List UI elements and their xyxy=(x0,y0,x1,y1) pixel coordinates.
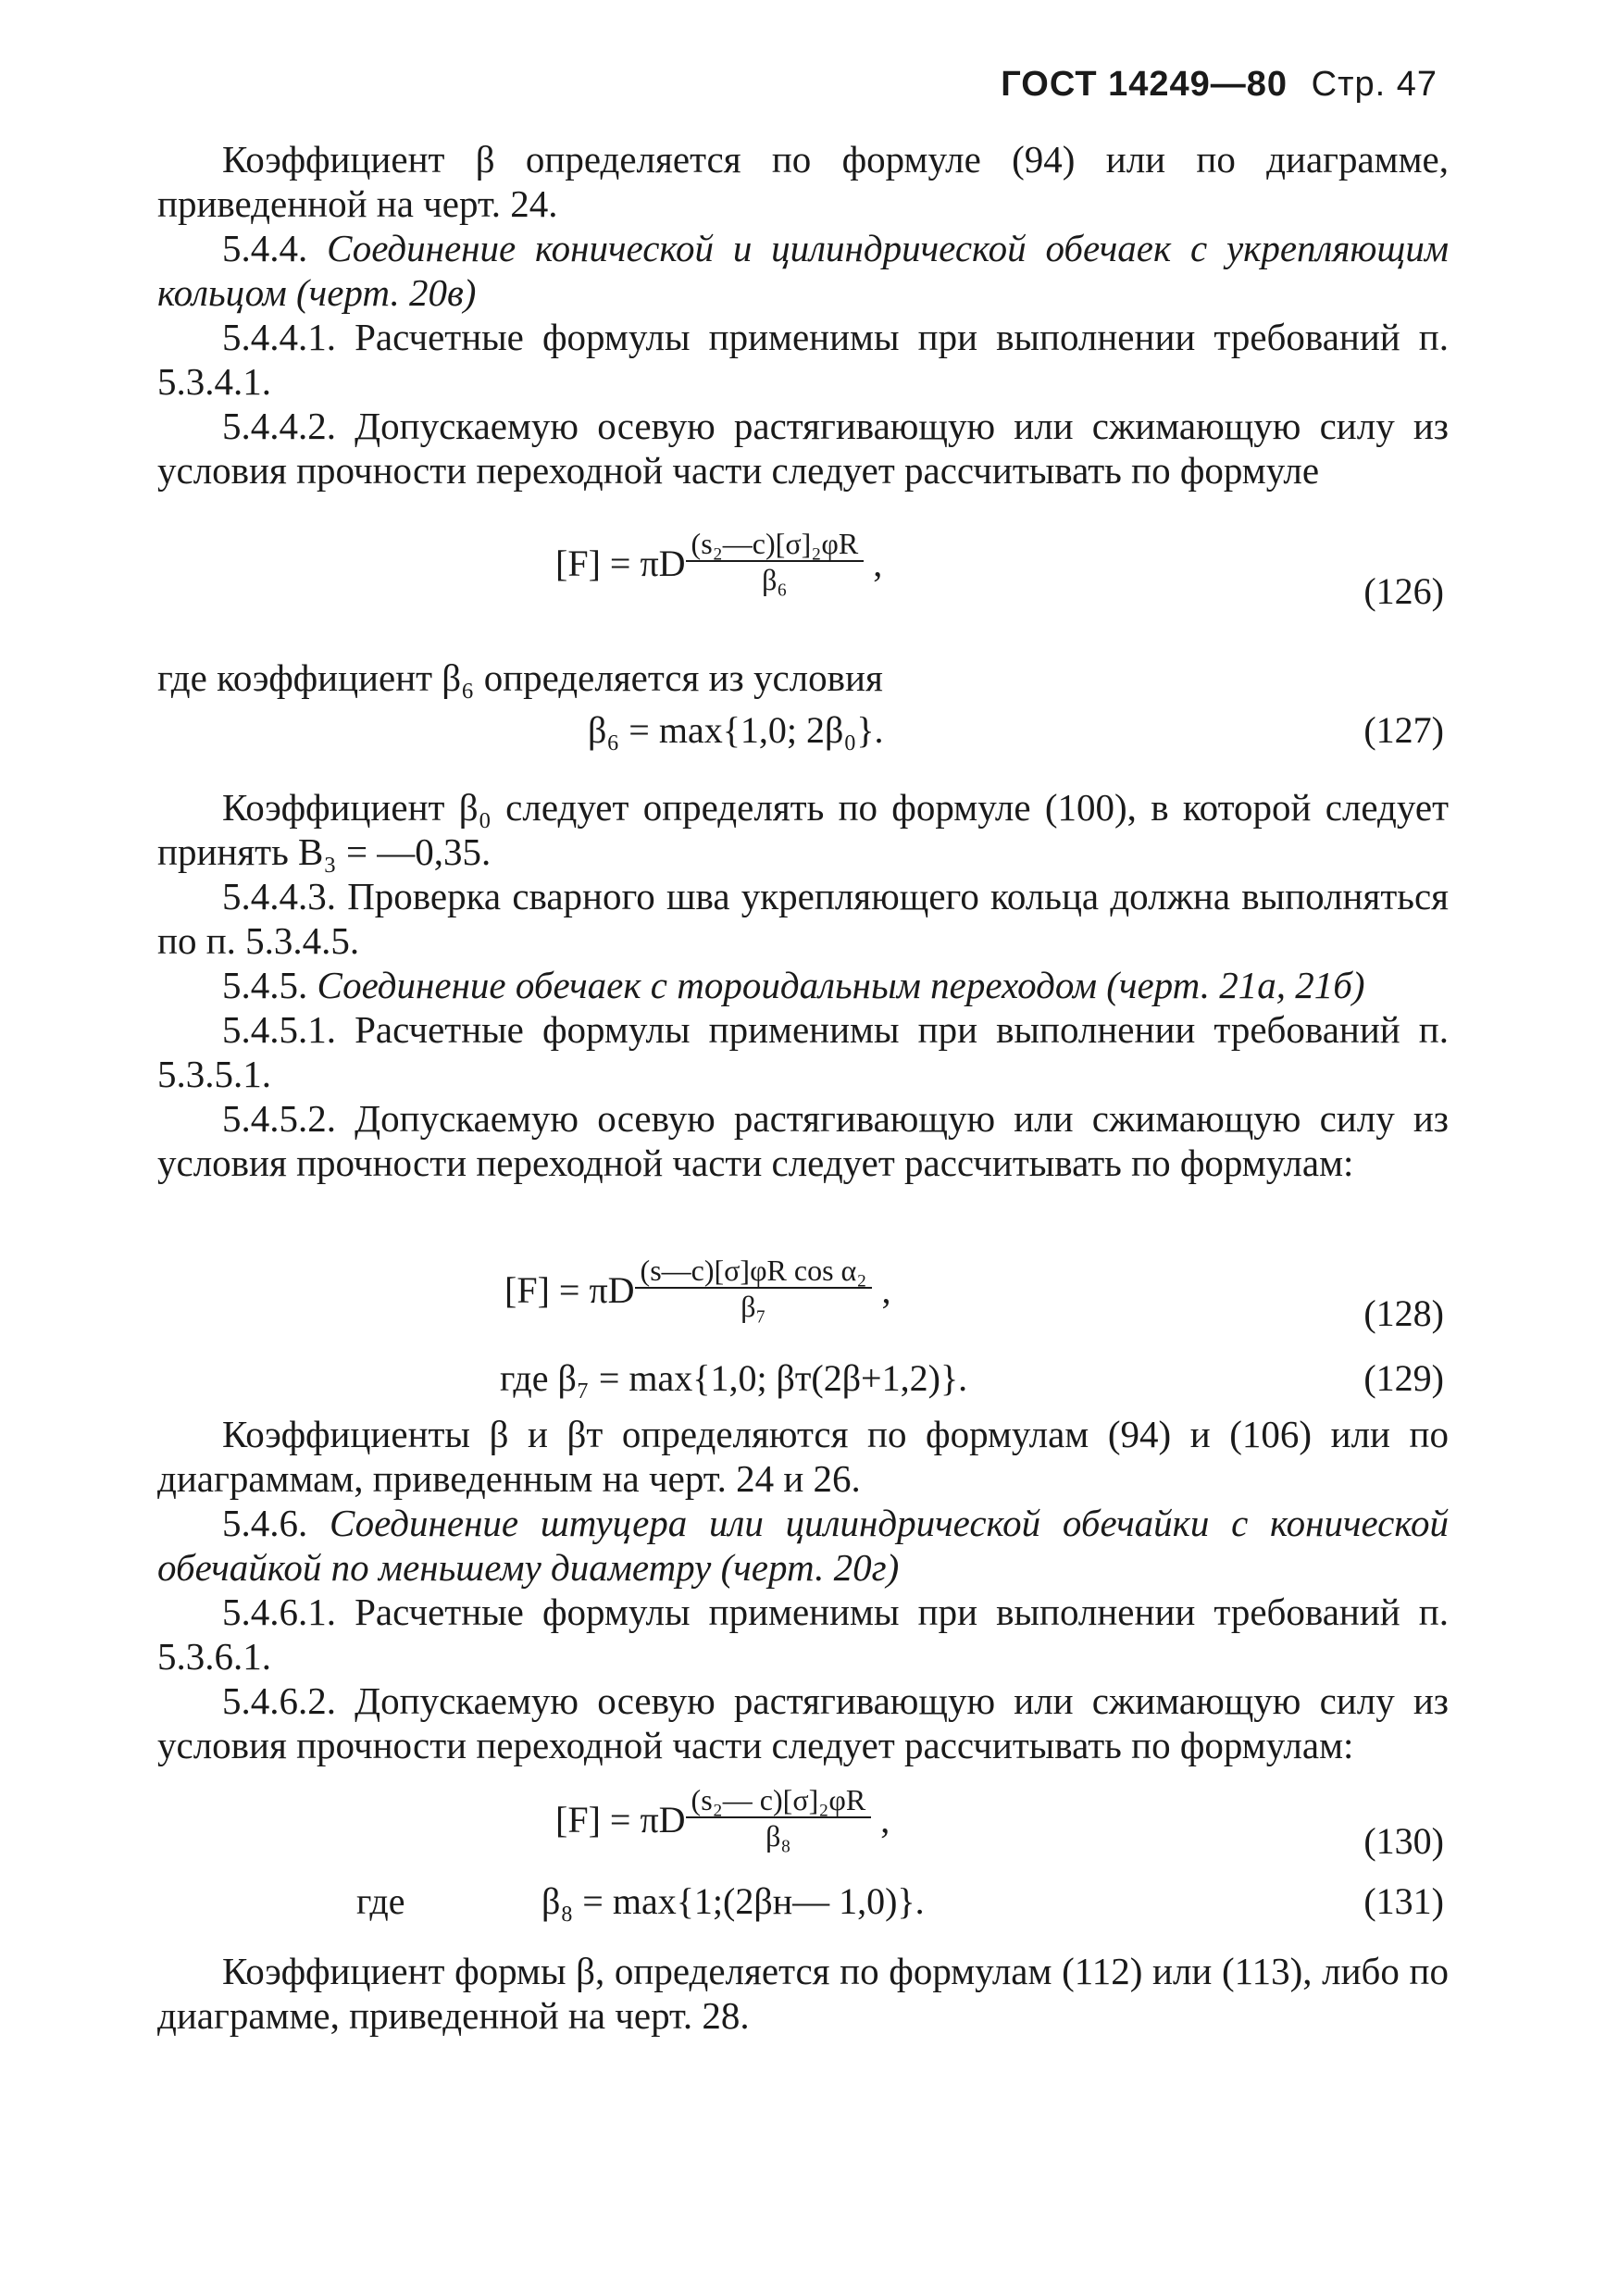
paragraph-p3: 5.4.4.1. Расчетные формулы применимы при выполнении требований п. 5.3.4.1. xyxy=(157,316,1449,403)
page-header xyxy=(1001,65,1438,105)
paragraph-p13: 5.4.6.1. Расчетные формулы применимы при выполнении требований п. 5.3.6.1. xyxy=(157,1591,1449,1678)
formula-lhs: [F] = πD xyxy=(555,543,686,585)
section-title: Соединение обечаек с тороидальным переходом (черт. 21а, 21б) xyxy=(317,964,1365,1006)
equation-number-126: (126) xyxy=(1363,570,1444,612)
paragraph-p5: где коэффициент β₆ определяется из условия xyxy=(157,656,883,699)
numerator: (s₂— c)[σ]₂φR xyxy=(691,1783,866,1816)
standard-number: ГОСТ 14249—80 xyxy=(1001,65,1288,104)
formula-131: β₈ = max{1;(2βн— 1,0)}. xyxy=(541,1880,925,1922)
text-block-1 xyxy=(157,137,1449,493)
paragraph-p4: 5.4.4.2. Допускаемую осевую растягивающую или сжимающую силу из условия прочности переходной части следует рассчитывать по формуле xyxy=(157,405,1449,492)
paragraph-p6: Коэффициент β₀ следует определять по формуле (100), в которой следует принять B₃ = —0,35. xyxy=(157,786,1449,873)
equation-number-128: (128) xyxy=(1363,1292,1444,1334)
paragraph-p14: 5.4.6.2. Допускаемую осевую растягивающую или сжимающую силу из условия прочности переходной части следует рассчитывать по формулам: xyxy=(157,1679,1449,1766)
formula-127: β₆ = max{1,0; 2β₀}. xyxy=(588,709,884,751)
formula-tail: , xyxy=(873,543,883,585)
paragraph-p10: 5.4.5.2. Допускаемую осевую растягивающую или сжимающую силу из условия прочности переходной части следует рассчитывать по формулам: xyxy=(157,1097,1449,1184)
text-block-5 xyxy=(157,1949,1449,2038)
page-number: Стр. 47 xyxy=(1311,65,1438,104)
section-number: 5.4.5. xyxy=(222,964,308,1006)
equation-number-130: (130) xyxy=(1363,1820,1444,1862)
paragraph-p1: Коэффициент β определяется по формуле (94) или по диаграмме, приведенной на черт. 24. xyxy=(157,138,1449,225)
formula-lhs: [F] = πD xyxy=(555,1799,686,1841)
paragraph-p11: Коэффициенты β и βт определяются по формулам (94) и (106) или по диаграммам, приведенным на черт. 24 и 26. xyxy=(157,1413,1449,1500)
section-5-4-4-heading xyxy=(157,226,1449,315)
paragraph-p7: 5.4.4.3. Проверка сварного шва укрепляющего кольца должна выполняться по п. 5.3.4.5. xyxy=(157,875,1449,962)
formula-131-where: где xyxy=(356,1880,405,1922)
denominator: β₆ xyxy=(762,563,788,596)
text-block-4 xyxy=(157,1412,1449,1767)
denominator: β₇ xyxy=(741,1290,766,1323)
section-title: Соединение конической и цилиндрической обечаек с укрепляющим кольцом (черт. 20в) xyxy=(157,227,1449,314)
numerator: (s—c)[σ]φR cos α₂ xyxy=(640,1254,867,1287)
paragraph-p9: 5.4.5.1. Расчетные формулы применимы при выполнении требований п. 5.3.5.1. xyxy=(157,1008,1449,1095)
formula-126 xyxy=(555,527,883,603)
formula-lhs: [F] = πD xyxy=(504,1269,635,1312)
equation-number-131: (131) xyxy=(1363,1880,1444,1922)
section-title: Соединение штуцера или цилиндрической обечайки с конической обечайкой по меньшему диаметру (черт. 20г) xyxy=(157,1502,1449,1589)
section-number: 5.4.4. xyxy=(222,227,308,269)
equation-number-129: (129) xyxy=(1363,1357,1444,1399)
fraction xyxy=(686,527,865,597)
formula-tail: , xyxy=(880,1799,890,1841)
paragraph-p15: Коэффициент формы β, определяется по формулам (112) или (113), либо по диаграмме, приведенной на черт. 28. xyxy=(157,1950,1449,2037)
denominator: β₈ xyxy=(765,1819,791,1853)
equation-number-127: (127) xyxy=(1363,709,1444,751)
numerator: (s₂—c)[σ]₂φR xyxy=(691,527,859,560)
formula-128 xyxy=(504,1254,891,1329)
fraction xyxy=(635,1254,873,1324)
section-5-4-5-heading xyxy=(157,963,1449,1007)
fraction xyxy=(686,1783,872,1853)
section-5-4-6-heading xyxy=(157,1501,1449,1590)
formula-129: где β₇ = max{1,0; βт(2β+1,2)}. xyxy=(500,1357,968,1399)
section-number: 5.4.6. xyxy=(222,1502,308,1544)
text-block-2 xyxy=(157,655,1449,700)
text-block-3 xyxy=(157,785,1449,1185)
formula-130 xyxy=(555,1783,890,1859)
formula-tail: , xyxy=(881,1269,891,1312)
